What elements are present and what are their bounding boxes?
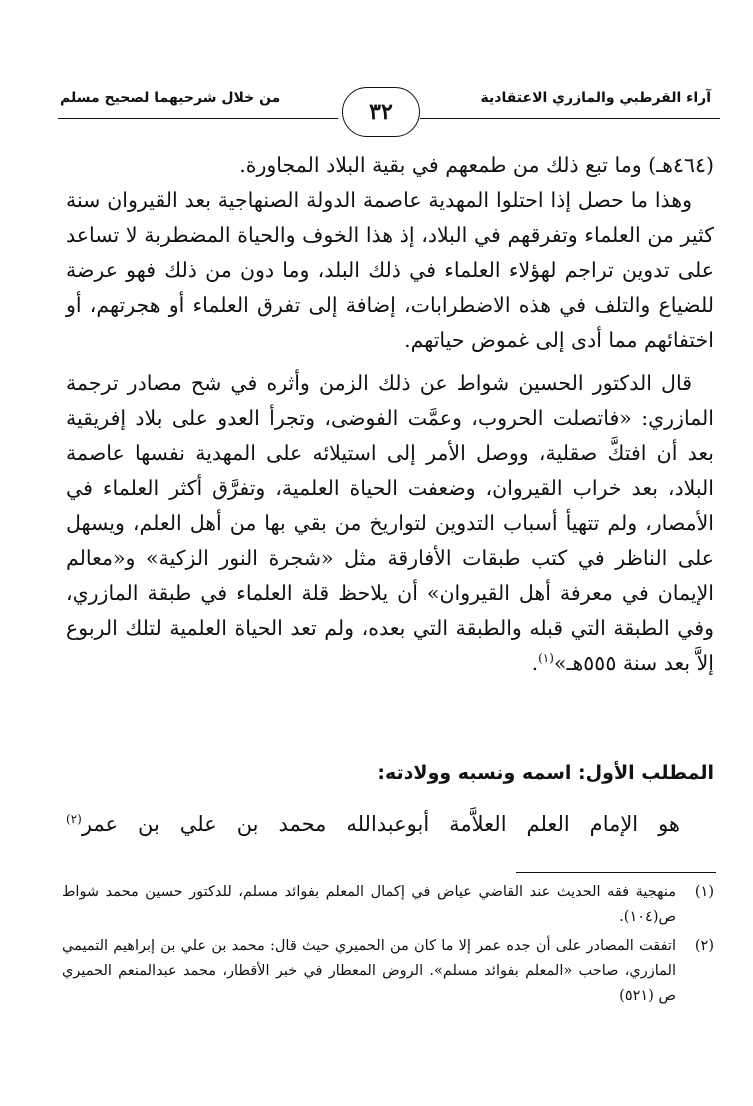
section-heading: المطلب الأول: اسمه ونسبه وولادته: (377, 762, 714, 784)
footnote-separator (516, 872, 716, 873)
quote-text: قال الدكتور الحسين شواط عن ذلك الزمن وأثره في شح مصادر ترجمة المازري: «فاتصلت الحروب، وعمَّت الفوضى، وتجرأ العدو على بلاد إفريقية بعد أن افتكَّ صقلية، ووصل الأمر إلى استيلائه على المهدية نفسها عاصمة البلاد، بعد خراب القيروان، وضعفت الحياة العلمية، وتفرَّق أكثر العلماء في الأمصار، ولم تتهيأ أسباب التدوين لتواريخ من بقي بها من أهل العلم، ويسهل على الناظر في كتب طبقات الأفارقة مثل «شجرة النور الزكية» و«معالم الإيمان في معرفة أهل القيروان» أن يلاحظ قلة العلماء في طبقة المازري، وفي الطبقة التي قبله والطبقة التي بعده، ولم تعد الحياة العلمية لتلك الربوع إلاَّ بعد سنة ٥٥٥هـ» (66, 371, 714, 675)
paragraph-mahdia-occupation: وهذا ما حصل إذا احتلوا المهدية عاصمة الدولة الصنهاجية بعد القيروان سنة كثير من العلماء وتفرقهم في البلاد، إذ هذا الخوف والحياة المضطربة لا تساعد على تدوين تراجم لهؤلاء العلماء في ذلك البلد، وما دون من ذلك فهو عرضة للضياع والتلف في هذه الاضطرابات، إضافة إلى تفرق العلماء أو هجرتهم، أو اختفائهم مما أدى إلى غموض حياتهم. (66, 188, 714, 352)
paragraph-continuation: (٤٦٤هـ) وما تبع ذلك من طمعهم في بقية البلاد المجاورة. (239, 153, 714, 177)
paragraph-shawat-quote (66, 366, 714, 681)
footnote-number: (١) (694, 884, 714, 900)
footnote-ref-2: (٢) (66, 812, 82, 826)
page-number: ٣٢ (342, 87, 420, 137)
footnote-2 (62, 934, 714, 1009)
footnote-ref-1: (١) (538, 651, 554, 666)
footnotes (62, 880, 714, 1013)
footnote-1 (62, 880, 714, 930)
running-header-subtitle: من خلال شرحيهما لصحيح مسلم (60, 90, 281, 106)
name-text: هو الإمام العلم العلاَّمة أبوعبدالله محمد بن علي بن عمر (81, 812, 680, 836)
footnote-text: منهجية فقه الحديث عند القاضي عياض في إكمال المعلم بفوائد مسلم، للدكتور حسين محمد شواط ص(١٠٤). (62, 884, 676, 925)
footnote-text: اتفقت المصادر على أن جده عمر إلا ما كان من الحميري حيث قال: محمد بن علي بن إبراهيم التميمي المازري، صاحب «المعلم بفوائد مسلم». الروض المعطار في خبر الأقطار، محمد عبدالمنعم الحميري ص (٥٢١) (62, 938, 676, 1004)
header-rule-left (58, 118, 338, 119)
quote-end-mark: . (531, 651, 539, 675)
footnote-number: (٢) (694, 938, 714, 954)
running-header-book-title: آراء القرطبي والمازري الاعتقادية (480, 90, 711, 106)
header-rule-right (420, 118, 720, 119)
main-text (66, 148, 714, 681)
name-line (66, 806, 714, 842)
